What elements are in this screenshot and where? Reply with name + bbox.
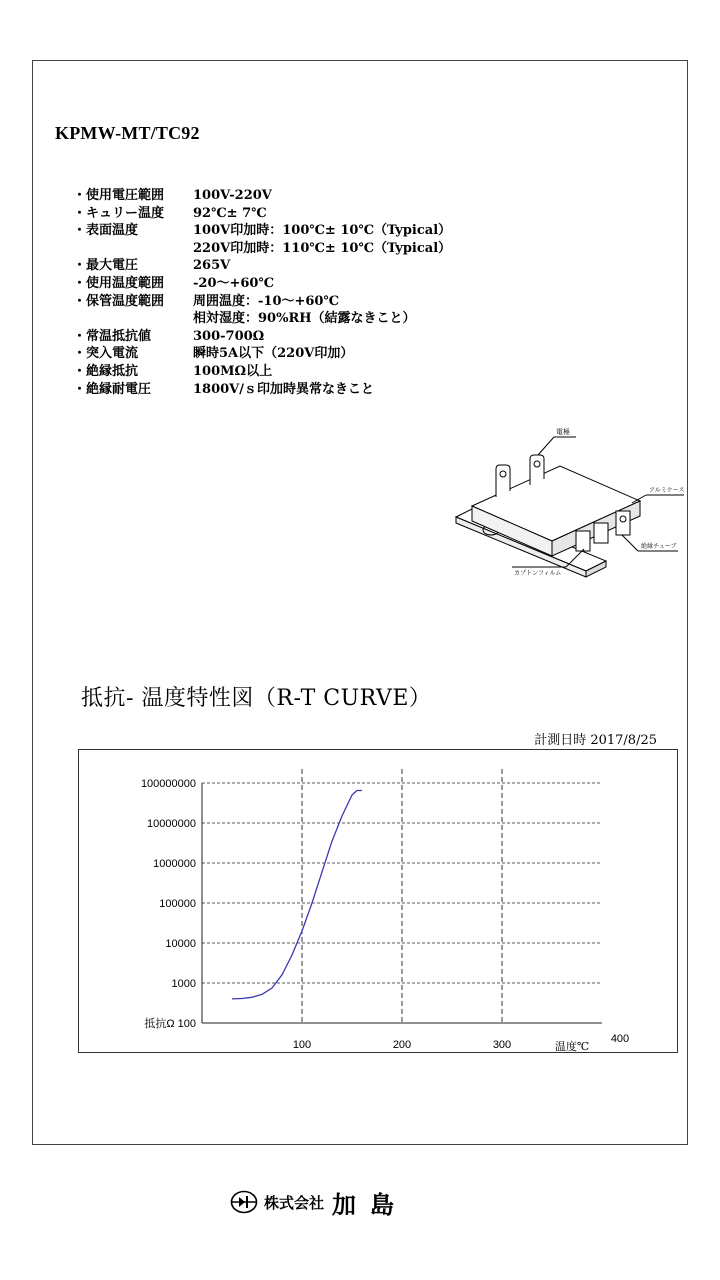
chart-series [232,791,362,999]
company-footer [230,1185,490,1219]
spec-row [73,205,451,223]
product-title: KPMW-MT/TC92 [55,123,200,143]
spec-value: 265V [193,258,231,274]
spec-label: ・絶縁抵抗 [73,363,139,379]
spec-value: 92℃± 7℃ [193,205,267,221]
heater-drawing [446,419,686,579]
drawing-label-kapton-film: カプトンフィルム [514,570,562,577]
y-tick-label: 10000 [165,938,196,950]
spec-row [73,345,451,363]
drawing-label-aluminum-case: アルミケース [649,487,685,494]
spec-label: ・使用温度範囲 [73,275,165,291]
x-tick-label: 100 [292,1039,312,1051]
spec-label: ・最大電圧 [73,258,139,274]
spec-label: ・突入電流 [73,346,139,362]
spec-row [73,222,451,240]
company-name-small: 株式会社 [264,1193,325,1212]
spec-value: 100MΩ以上 [193,363,273,379]
chart-frame [78,749,678,1053]
y-tick-label: 100000 [159,898,196,910]
series-line [232,791,362,999]
rt-curve-chart [79,750,679,1054]
y-tick-label: 100000000 [140,778,196,790]
drawing-label-insulation-tube: 絶縁チューブ [641,543,677,550]
chart-axis-labels [555,1039,589,1053]
spec-value: 周囲温度：-10～+60℃ [193,293,340,309]
spec-row [73,240,451,258]
spec-label: ・常温抵抗値 [73,328,152,344]
spec-value: 瞬時5A以下（220V印加） [193,346,354,362]
drawing-label-electrode: 電極 [556,428,570,436]
spec-label: ・表面温度 [73,223,139,239]
measure-date: 計測日時 2017/8/25 [534,733,657,748]
spec-value: -20～+60℃ [193,275,275,291]
spec-label: ・絶縁耐電圧 [73,381,152,397]
spec-value: 100V印加時：100℃± 10℃（Typical） [193,223,452,239]
spec-sheet [32,60,688,1145]
spec-value: 相対湿度：90%RH（結露なきこと） [193,311,416,327]
spec-row [73,257,451,275]
x-tick-label: 400 [610,1033,630,1045]
y-tick-label: 10000000 [147,818,196,830]
chart-grid [202,769,602,1023]
company-name-big: 加島 [332,1190,409,1219]
spec-list [73,187,451,398]
spec-row [73,187,451,205]
x-tick-label: 300 [492,1039,512,1051]
company-logo-icon [230,1190,258,1214]
x-axis-label: 温度℃ [554,1040,590,1053]
spec-value: 1800V/ｓ印加時異常なきこと [193,381,375,397]
x-tick-label: 200 [392,1039,412,1051]
spec-value: 220V印加時：110℃± 10℃（Typical） [193,240,452,256]
spec-row [73,293,451,311]
spec-label: ・使用電圧範囲 [73,188,165,203]
y-tick-label: 抵抗Ω 100 [144,1018,196,1030]
spec-label [73,240,193,258]
spec-row [73,328,451,346]
spec-label [73,310,193,328]
spec-row [73,363,451,381]
spec-value: 300-700Ω [193,328,265,344]
chart-tick-labels [141,778,629,1051]
spec-value: 100V-220V [193,188,272,203]
spec-row [73,275,451,293]
spec-label: ・保管温度範囲 [73,293,165,309]
spec-label: ・キュリー温度 [73,205,165,221]
rt-curve-title: 抵抗- 温度特性図（R-T CURVE） [81,686,432,711]
y-tick-label: 1000 [171,978,196,990]
y-tick-label: 1000000 [153,858,196,870]
spec-row [73,381,451,399]
spec-row [73,310,451,328]
